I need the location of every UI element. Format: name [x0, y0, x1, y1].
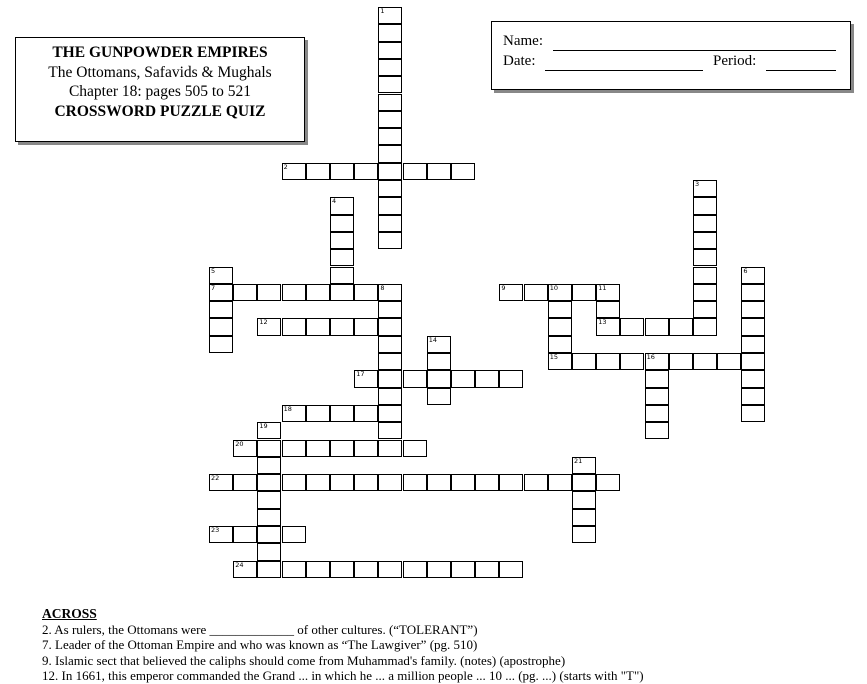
crossword-cell[interactable]	[378, 422, 402, 439]
crossword-cell[interactable]	[306, 405, 330, 422]
clue-number: 21	[574, 456, 583, 465]
crossword-cell[interactable]	[693, 232, 717, 249]
crossword-cell[interactable]	[741, 318, 765, 335]
crossword-cell[interactable]	[378, 7, 402, 24]
crossword-cell[interactable]	[330, 561, 354, 578]
crossword-cell[interactable]	[378, 561, 402, 578]
crossword-cell[interactable]	[233, 284, 257, 301]
date-label: Date:	[503, 53, 536, 69]
crossword-cell[interactable]	[209, 318, 233, 335]
crossword-cell[interactable]	[693, 197, 717, 214]
crossword-cell[interactable]	[741, 370, 765, 387]
crossword-cell[interactable]	[524, 474, 548, 491]
crossword-cell[interactable]	[572, 509, 596, 526]
crossword-cell[interactable]	[378, 301, 402, 318]
crossword-cell[interactable]	[330, 474, 354, 491]
clue-number: 7	[211, 283, 216, 292]
crossword-cell[interactable]	[669, 353, 693, 370]
clue-item: 7. Leader of the Ottoman Empire and who was known as “The Lawgiver” (pg. 510)	[42, 637, 478, 652]
crossword-cell[interactable]	[282, 440, 306, 457]
clue-number: 17	[356, 370, 365, 379]
crossword-cell[interactable]	[451, 561, 475, 578]
quiz-title: CROSSWORD PUZZLE QUIZ	[54, 102, 266, 120]
crossword-cell[interactable]	[475, 474, 499, 491]
crossword-cell[interactable]	[427, 336, 451, 353]
crossword-cell[interactable]	[233, 526, 257, 543]
crossword-cell[interactable]	[306, 163, 330, 180]
clue-number: 20	[235, 439, 244, 448]
crossword-cell[interactable]	[403, 163, 427, 180]
crossword-cell[interactable]	[572, 526, 596, 543]
clue-number: 1	[380, 7, 385, 15]
crossword-cell[interactable]	[403, 440, 427, 457]
crossword-cell[interactable]	[233, 440, 257, 457]
crossword-cell[interactable]	[306, 561, 330, 578]
crossword-cell[interactable]	[257, 474, 281, 491]
crossword-cell[interactable]	[330, 215, 354, 232]
crossword-cell[interactable]	[427, 163, 451, 180]
crossword-cell[interactable]	[378, 163, 402, 180]
crossword-cell[interactable]	[378, 111, 402, 128]
crossword-cell[interactable]	[741, 405, 765, 422]
crossword-cell[interactable]	[257, 284, 281, 301]
crossword-cell[interactable]	[257, 543, 281, 560]
crossword-cell[interactable]	[378, 59, 402, 76]
clue-number: 13	[598, 318, 607, 327]
crossword-cell[interactable]	[354, 561, 378, 578]
crossword-cell[interactable]	[354, 474, 378, 491]
crossword-cell[interactable]	[596, 318, 620, 335]
clue-number: 6	[743, 266, 748, 275]
clue-item: 12. In 1661, this emperor commanded the Grand ... in which he ... a million people ... 10 ... (pg. ...) (starts with "T")	[42, 668, 644, 683]
crossword-cell[interactable]	[282, 474, 306, 491]
crossword-cell[interactable]	[669, 318, 693, 335]
crossword-cell[interactable]	[378, 232, 402, 249]
crossword-cell[interactable]	[596, 474, 620, 491]
crossword-cell[interactable]	[282, 405, 306, 422]
crossword-cell[interactable]	[378, 145, 402, 162]
crossword-cell[interactable]	[427, 474, 451, 491]
clue-number: 19	[259, 422, 268, 431]
crossword-cell[interactable]	[548, 336, 572, 353]
clue-number: 22	[211, 474, 220, 483]
crossword-cell[interactable]	[257, 509, 281, 526]
crossword-cell[interactable]	[572, 457, 596, 474]
crossword-cell[interactable]	[378, 197, 402, 214]
crossword-cell[interactable]	[330, 267, 354, 284]
crossword-cell[interactable]	[645, 422, 669, 439]
crossword-cell[interactable]	[451, 474, 475, 491]
crossword-cell[interactable]	[354, 318, 378, 335]
clue-number: 8	[380, 283, 385, 292]
crossword-cell[interactable]	[209, 267, 233, 284]
crossword-cell[interactable]	[257, 561, 281, 578]
crossword-cell[interactable]	[475, 370, 499, 387]
crossword-cell[interactable]	[257, 491, 281, 508]
crossword-cell[interactable]	[572, 491, 596, 508]
crossword-cell[interactable]	[620, 318, 644, 335]
crossword-cell[interactable]	[572, 353, 596, 370]
crossword-cell[interactable]	[378, 94, 402, 111]
crossword-cell[interactable]	[451, 370, 475, 387]
crossword-cell[interactable]	[282, 318, 306, 335]
crossword-cell[interactable]	[693, 267, 717, 284]
crossword-cell[interactable]	[378, 388, 402, 405]
crossword-cell[interactable]	[378, 474, 402, 491]
worksheet-title: THE GUNPOWDER EMPIRES	[52, 44, 268, 61]
worksheet-subtitle: The Ottomans, Safavids & Mughals	[48, 63, 272, 81]
crossword-cell[interactable]	[257, 457, 281, 474]
crossword-cell[interactable]	[548, 353, 572, 370]
crossword-cell[interactable]	[572, 284, 596, 301]
crossword-cell[interactable]	[378, 128, 402, 145]
crossword-cell[interactable]	[451, 163, 475, 180]
crossword-cell[interactable]	[282, 163, 306, 180]
crossword-cell[interactable]	[693, 353, 717, 370]
crossword-cell[interactable]	[693, 180, 717, 197]
crossword-cell[interactable]	[548, 284, 572, 301]
crossword-cell[interactable]	[427, 388, 451, 405]
crossword-cell[interactable]	[499, 474, 523, 491]
crossword-cell[interactable]	[378, 440, 402, 457]
crossword-cell[interactable]	[306, 318, 330, 335]
crossword-cell[interactable]	[330, 405, 354, 422]
crossword-cell[interactable]	[209, 474, 233, 491]
crossword-cell[interactable]	[330, 284, 354, 301]
name-label: Name:	[503, 33, 543, 49]
crossword-cell[interactable]	[596, 301, 620, 318]
crossword-cell[interactable]	[645, 353, 669, 370]
crossword-cell[interactable]	[524, 284, 548, 301]
chapter-pages: Chapter 18: pages 505 to 521	[68, 83, 252, 100]
clue-number: 15	[549, 353, 559, 361]
clue-item: 2. As rulers, the Ottomans were _____________ of other cultures. (“TOLERANT”)	[42, 621, 478, 637]
crossword-cell[interactable]	[257, 526, 281, 543]
crossword-cell[interactable]	[741, 301, 765, 318]
crossword-cell[interactable]	[378, 215, 402, 232]
crossword-cell[interactable]	[354, 284, 378, 301]
crossword-cell[interactable]	[741, 267, 765, 284]
crossword-cell[interactable]	[548, 474, 572, 491]
crossword-cell[interactable]	[427, 370, 451, 387]
clue-number: 12	[259, 318, 268, 327]
crossword-cell[interactable]	[596, 353, 620, 370]
crossword-cell[interactable]	[378, 24, 402, 41]
period-label: Period:	[712, 53, 757, 69]
clue-number: 16	[646, 353, 655, 361]
crossword-cell[interactable]	[645, 405, 669, 422]
clue-number: 5	[211, 266, 216, 275]
crossword-cell[interactable]	[354, 163, 378, 180]
clue-item: 9. Islamic sect that believed the caliphs should come from Muhammad's family. (notes) (apostrophe)	[42, 652, 566, 668]
crossword-cell[interactable]	[475, 561, 499, 578]
clues-section	[42, 606, 862, 684]
crossword-cell[interactable]	[233, 474, 257, 491]
crossword-cell[interactable]	[378, 180, 402, 197]
crossword-cell[interactable]	[378, 353, 402, 370]
clue-number: 3	[695, 180, 700, 188]
crossword-cell[interactable]	[330, 318, 354, 335]
crossword-cell[interactable]	[209, 284, 233, 301]
crossword-cell[interactable]	[693, 301, 717, 318]
crossword-cell[interactable]	[403, 474, 427, 491]
crossword-cell[interactable]	[354, 370, 378, 387]
crossword-cell[interactable]	[354, 440, 378, 457]
crossword-cell[interactable]	[282, 526, 306, 543]
crossword-cell[interactable]	[741, 284, 765, 301]
across-header: ACROSS	[42, 606, 97, 621]
crossword-cell[interactable]	[378, 284, 402, 301]
crossword-cell[interactable]	[282, 284, 306, 301]
crossword-cell[interactable]	[330, 440, 354, 457]
crossword-cell[interactable]	[306, 284, 330, 301]
crossword-cell[interactable]	[330, 249, 354, 266]
crossword-cell[interactable]	[693, 284, 717, 301]
crossword-cell[interactable]	[427, 561, 451, 578]
crossword-cell[interactable]	[741, 353, 765, 370]
crossword-cell[interactable]	[209, 526, 233, 543]
clue-number: 23	[211, 526, 220, 534]
crossword-cell[interactable]	[257, 318, 281, 335]
crossword-cell[interactable]	[741, 388, 765, 405]
crossword-cell[interactable]	[427, 353, 451, 370]
crossword-cell[interactable]	[717, 353, 741, 370]
crossword-cell[interactable]	[209, 301, 233, 318]
clue-number: 24	[235, 560, 244, 569]
clue-number: 14	[428, 335, 438, 344]
clue-number: 4	[332, 197, 337, 206]
crossword-cell[interactable]	[378, 405, 402, 422]
crossword-cell[interactable]	[693, 249, 717, 266]
crossword-cell[interactable]	[330, 197, 354, 214]
crossword-cell[interactable]	[596, 284, 620, 301]
crossword-cell[interactable]	[548, 301, 572, 318]
crossword-cell[interactable]	[282, 561, 306, 578]
clue-number: 10	[549, 283, 559, 292]
crossword-cell[interactable]	[378, 336, 402, 353]
crossword-cell[interactable]	[403, 561, 427, 578]
crossword-cell[interactable]	[306, 440, 330, 457]
crossword-cell[interactable]	[378, 370, 402, 387]
crossword-cell[interactable]	[645, 318, 669, 335]
crossword-cell[interactable]	[330, 163, 354, 180]
clue-number: 11	[598, 283, 607, 292]
crossword-cell[interactable]	[233, 561, 257, 578]
crossword-cell[interactable]	[306, 474, 330, 491]
crossword-cell[interactable]	[572, 474, 596, 491]
crossword-cell[interactable]	[257, 422, 281, 439]
crossword-cell[interactable]	[620, 353, 644, 370]
crossword-cell[interactable]	[499, 370, 523, 387]
crossword-cell[interactable]	[354, 405, 378, 422]
clue-number: 18	[283, 404, 292, 413]
crossword-cell[interactable]	[403, 370, 427, 387]
crossword-cell[interactable]	[499, 284, 523, 301]
crossword-cell[interactable]	[330, 232, 354, 249]
clue-number: 9	[501, 283, 506, 292]
crossword-cell[interactable]	[257, 440, 281, 457]
crossword-cell[interactable]	[378, 76, 402, 93]
crossword-cell[interactable]	[209, 336, 233, 353]
clue-number: 2	[283, 162, 288, 171]
crossword-cell[interactable]	[378, 318, 402, 335]
crossword-cell[interactable]	[499, 561, 523, 578]
crossword-cell[interactable]	[693, 318, 717, 335]
crossword-cell[interactable]	[645, 370, 669, 387]
crossword-cell[interactable]	[548, 318, 572, 335]
crossword-cell[interactable]	[741, 336, 765, 353]
crossword-cell[interactable]	[645, 388, 669, 405]
crossword-cell[interactable]	[378, 42, 402, 59]
crossword-cell[interactable]	[693, 215, 717, 232]
